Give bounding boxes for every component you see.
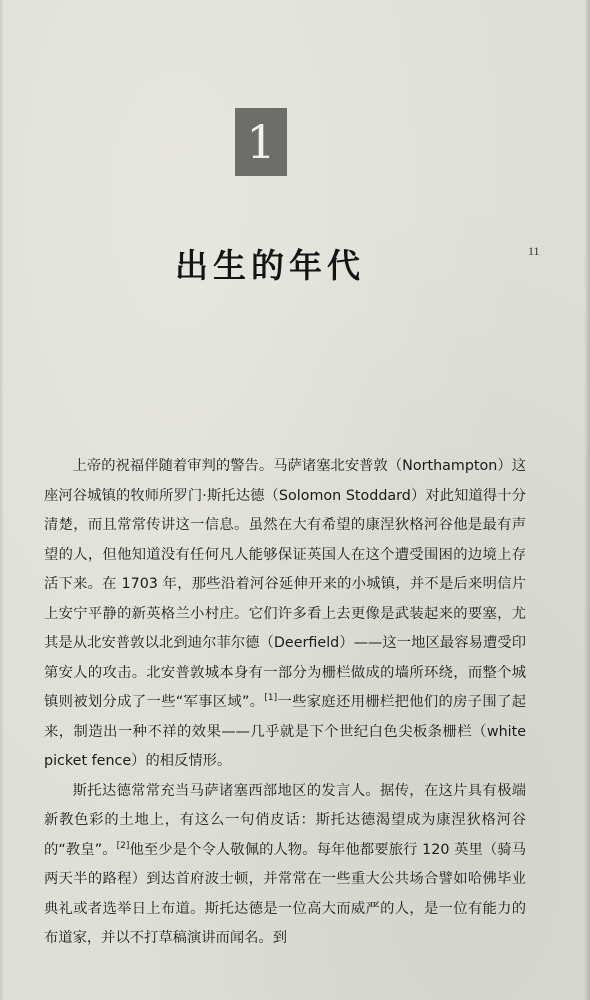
footnote-ref-1[interactable]: [1] [264, 693, 278, 704]
paragraph-2-text-1: 斯托达德常常充当马萨诸塞西部地区的发言人。据传，在这片具有极端新教色彩的土地上，有这么一句俏皮话：斯托达德渴望成为康涅狄格河谷的“教皇”。 [44, 782, 526, 858]
paragraph-1 [44, 452, 526, 777]
page-edge-shadow-right [584, 0, 590, 1000]
paragraph-2 [44, 777, 526, 954]
paragraph-2-text-2: 他至少是个令人敬佩的人物。每年他都要旅行 120 英里（骑马两天半的路程）到达首府波士顿，并常常在一些重大公共场合譬如哈佛毕业典礼或者选举日上布道。斯托达德是一位高大而威严的人，是一位有能力的布道家，并以不打草稿演讲而闻名。到 [44, 841, 526, 946]
chapter-number: 1 [246, 115, 276, 169]
chapter-number-box [235, 108, 287, 176]
page-edge-shadow-left [0, 0, 4, 1000]
footnote-ref-2[interactable]: [2] [116, 840, 130, 851]
paragraph-1-text-2: 一些家庭还用栅栏把他们的房子围了起来，制造出一种不祥的效果——几乎就是下个世纪白色尖板条栅栏（white picket fence）的相反情形。 [44, 694, 527, 769]
page-number: 11 [528, 244, 540, 258]
chapter-title: 出生的年代 [175, 246, 365, 285]
body-text [44, 452, 526, 954]
paragraph-1-text-1: 上帝的祝福伴随着审判的警告。马萨诸塞北安普敦（Northampton）这座河谷城镇的牧师所罗门·斯托达德（Solomon Stoddard）对此知道得十分清楚，而且常常传讲这一信息。虽然在大有希望的康涅狄格河谷他是最有声望的人，但他知道没有任何凡人能够保证英国人在这个遭受围困的边境上存活下来。在 1703 年，那些沿着河谷延伸开来的小城镇，并不是后来明信片上安宁平静的新英格兰小村庄。它们许多看上去更像是武装起来的要塞，尤其是从北安普敦以北到迪尔菲尔德（Deerfield）——这一地区最容易遭受印第安人的攻击。北安普敦城本身有一部分为栅栏做成的墙所环绕，而整个城镇则被划分成了一些“军事区域”。 [44, 458, 526, 710]
